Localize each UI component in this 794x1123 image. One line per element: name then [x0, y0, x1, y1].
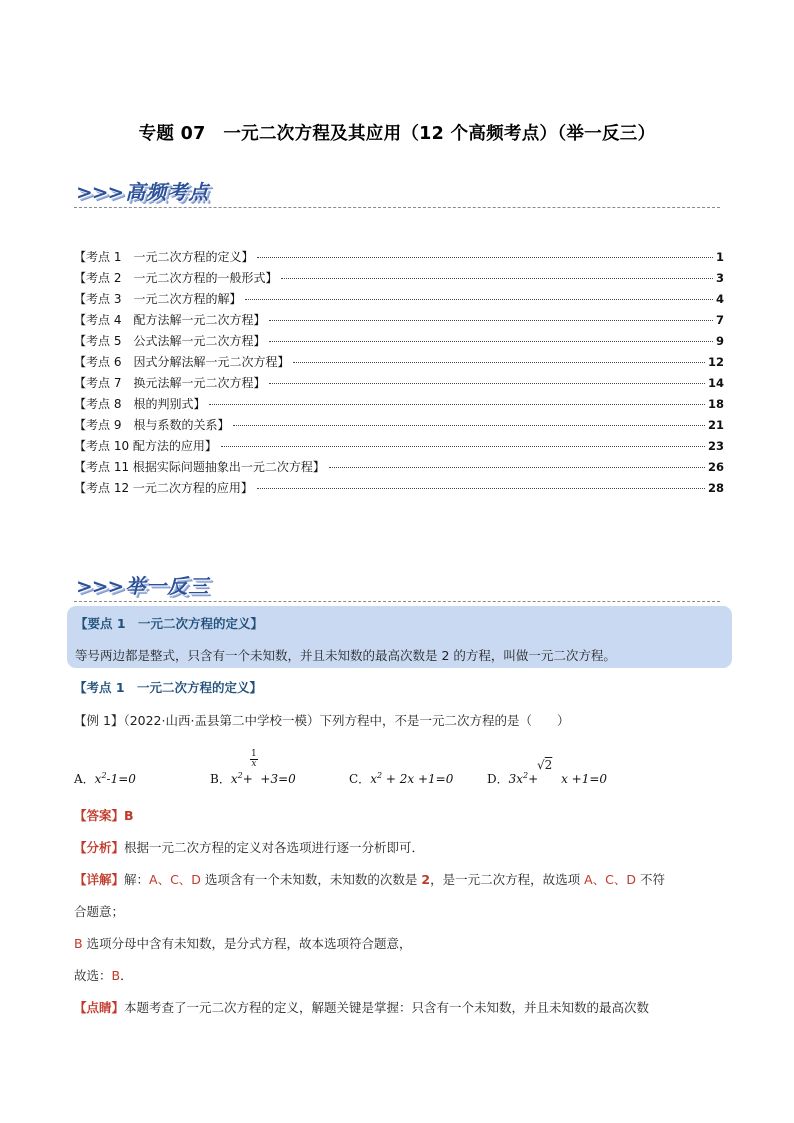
- toc-label: 【考点 7 换元法解一元二次方程】: [74, 376, 266, 390]
- toc-leader: [329, 467, 705, 468]
- sqrt2-symbol: √2: [537, 758, 553, 772]
- toc-row[interactable]: [74, 395, 724, 416]
- detail-line-1: [74, 870, 665, 888]
- toc-leader: [269, 341, 713, 342]
- comment-line: [74, 998, 649, 1016]
- equation-a: $x^2-1=0$: [94, 771, 136, 786]
- analysis-line: [74, 838, 424, 856]
- comment-text: 本题考查了一元二次方程的定义，解题关键是掌握：只含有一个未知数，并且未知数的最高次数: [124, 1000, 650, 1015]
- toc-row[interactable]: [74, 248, 724, 269]
- example-question: [74, 711, 569, 729]
- banner-divider: [74, 601, 720, 602]
- analysis-tag: 【分析】: [74, 840, 125, 855]
- toc-leader: [269, 383, 705, 384]
- toc-leader: [293, 362, 705, 363]
- toc-page-number: 7: [715, 313, 724, 327]
- toc-leader: [233, 425, 705, 426]
- toc-row[interactable]: [74, 332, 724, 353]
- toc-label: 【考点 5 公式法解一元二次方程】: [74, 334, 266, 348]
- toc-leader: [221, 446, 705, 447]
- toc-page-number: 28: [707, 481, 724, 495]
- banner-text: 举一反三: [125, 574, 210, 598]
- detail-text: 选项含有一个未知数，未知数的次数是: [200, 872, 422, 887]
- detail-option: B: [111, 968, 121, 983]
- banner-arrows-icon: >>>: [76, 574, 124, 598]
- toc-leader: [269, 320, 713, 321]
- option-b[interactable]: [210, 770, 296, 787]
- comment-tag: 【点睛】: [74, 1000, 125, 1015]
- detail-line-4: [74, 966, 133, 984]
- toc-row[interactable]: [74, 437, 724, 458]
- toc-label: 【考点 2 一元二次方程的一般形式】: [74, 271, 278, 285]
- toc-row[interactable]: [74, 374, 724, 395]
- detail-options: A、C、D: [149, 872, 201, 887]
- fraction-1-over-x: $\frac{1}{x}$: [251, 749, 257, 769]
- example-label: 【例 1】: [74, 713, 124, 728]
- toc-page-number: 18: [707, 397, 724, 411]
- page-title: 专题 07 一元二次方程及其应用（12 个高频考点）（举一反三）: [138, 124, 656, 144]
- detail-text: ．: [120, 968, 133, 983]
- banner-divider: [74, 207, 720, 208]
- detail-text: 选项分母中含有未知数，是分式方程，故本选项符合题意，: [82, 936, 412, 951]
- answer-line: [74, 806, 134, 824]
- toc-label: 【考点 1 一元二次方程的定义】: [74, 250, 254, 264]
- high-frequency-banner: [76, 176, 209, 210]
- equation-c: $x^2 + 2x +1=0$: [370, 771, 454, 786]
- detail-line-2: 合题意；: [74, 904, 125, 919]
- detail-text: 故选：: [74, 968, 112, 983]
- keypoint-box: [67, 606, 732, 668]
- toc-leader: [209, 404, 705, 405]
- equation-b: $x^2+ +3=0$: [230, 771, 296, 786]
- option-label: D．: [487, 772, 509, 786]
- toc-page-number: 4: [715, 292, 724, 306]
- one-three-banner: [76, 570, 209, 604]
- keypoint-title: 【要点 1 一元二次方程的定义】: [75, 616, 264, 631]
- example-text: （2022·山西·盂县第二中学校一模）下列方程中，不是一元二次方程的是（ ）: [123, 713, 570, 728]
- toc-row[interactable]: [74, 479, 724, 500]
- detail-text: ，是一元二次方程，故选项: [430, 872, 585, 887]
- banner-arrows-icon: >>>: [76, 180, 124, 204]
- table-of-contents: [74, 248, 724, 500]
- toc-leader: [245, 299, 713, 300]
- detail-line-3: [74, 934, 412, 952]
- detail-text: 解：: [124, 872, 150, 887]
- toc-row[interactable]: [74, 269, 724, 290]
- banner-text: 高频考点: [125, 180, 210, 204]
- toc-page-number: 14: [707, 376, 724, 390]
- toc-label: 【考点 6 因式分解法解一元二次方程】: [74, 355, 290, 369]
- toc-page-number: 23: [707, 439, 724, 453]
- answer-tag: 【答案】: [74, 808, 125, 823]
- option-a[interactable]: [74, 770, 136, 787]
- option-d[interactable]: [487, 770, 607, 787]
- option-c[interactable]: [349, 770, 453, 787]
- toc-row[interactable]: [74, 416, 724, 437]
- option-label: B．: [210, 772, 231, 786]
- toc-leader: [281, 278, 713, 279]
- toc-label: 【考点 12 一元二次方程的应用】: [74, 481, 253, 495]
- toc-label: 【考点 9 根与系数的关系】: [74, 418, 230, 432]
- analysis-text: 根据一元二次方程的定义对各选项进行逐一分析即可．: [124, 840, 425, 855]
- answer-value: B: [124, 808, 134, 823]
- option-label: A．: [74, 772, 95, 786]
- toc-label: 【考点 10 配方法的应用】: [74, 439, 217, 453]
- toc-page-number: 3: [715, 271, 724, 285]
- toc-label: 【考点 11 根据实际问题抽象出一元二次方程】: [74, 460, 325, 474]
- equation-d: $3x^2+$ x +1=0: [508, 771, 608, 786]
- detail-number: 2: [421, 872, 431, 887]
- toc-page-number: 21: [707, 418, 724, 432]
- toc-leader: [257, 257, 713, 258]
- toc-label: 【考点 8 根的判别式】: [74, 397, 206, 411]
- option-label: C．: [349, 772, 371, 786]
- toc-row[interactable]: [74, 290, 724, 311]
- section-heading: 【考点 1 一元二次方程的定义】: [74, 680, 263, 695]
- keypoint-body: 等号两边都是整式，只含有一个未知数，并且未知数的最高次数是 2 的方程，叫做一元二次方程。: [75, 648, 616, 663]
- toc-leader: [257, 488, 705, 489]
- toc-row[interactable]: [74, 353, 724, 374]
- toc-label: 【考点 3 一元二次方程的解】: [74, 292, 242, 306]
- detail-option: B: [74, 936, 83, 951]
- toc-row[interactable]: [74, 311, 724, 332]
- toc-page-number: 1: [715, 250, 724, 264]
- toc-label: 【考点 4 配方法解一元二次方程】: [74, 313, 266, 327]
- toc-page-number: 12: [707, 355, 724, 369]
- toc-page-number: 26: [707, 460, 724, 474]
- detail-text: 不符: [635, 872, 665, 887]
- toc-row[interactable]: [74, 458, 724, 479]
- detail-tag: 【详解】: [74, 872, 125, 887]
- toc-page-number: 9: [715, 334, 724, 348]
- detail-options: A、C、D: [584, 872, 636, 887]
